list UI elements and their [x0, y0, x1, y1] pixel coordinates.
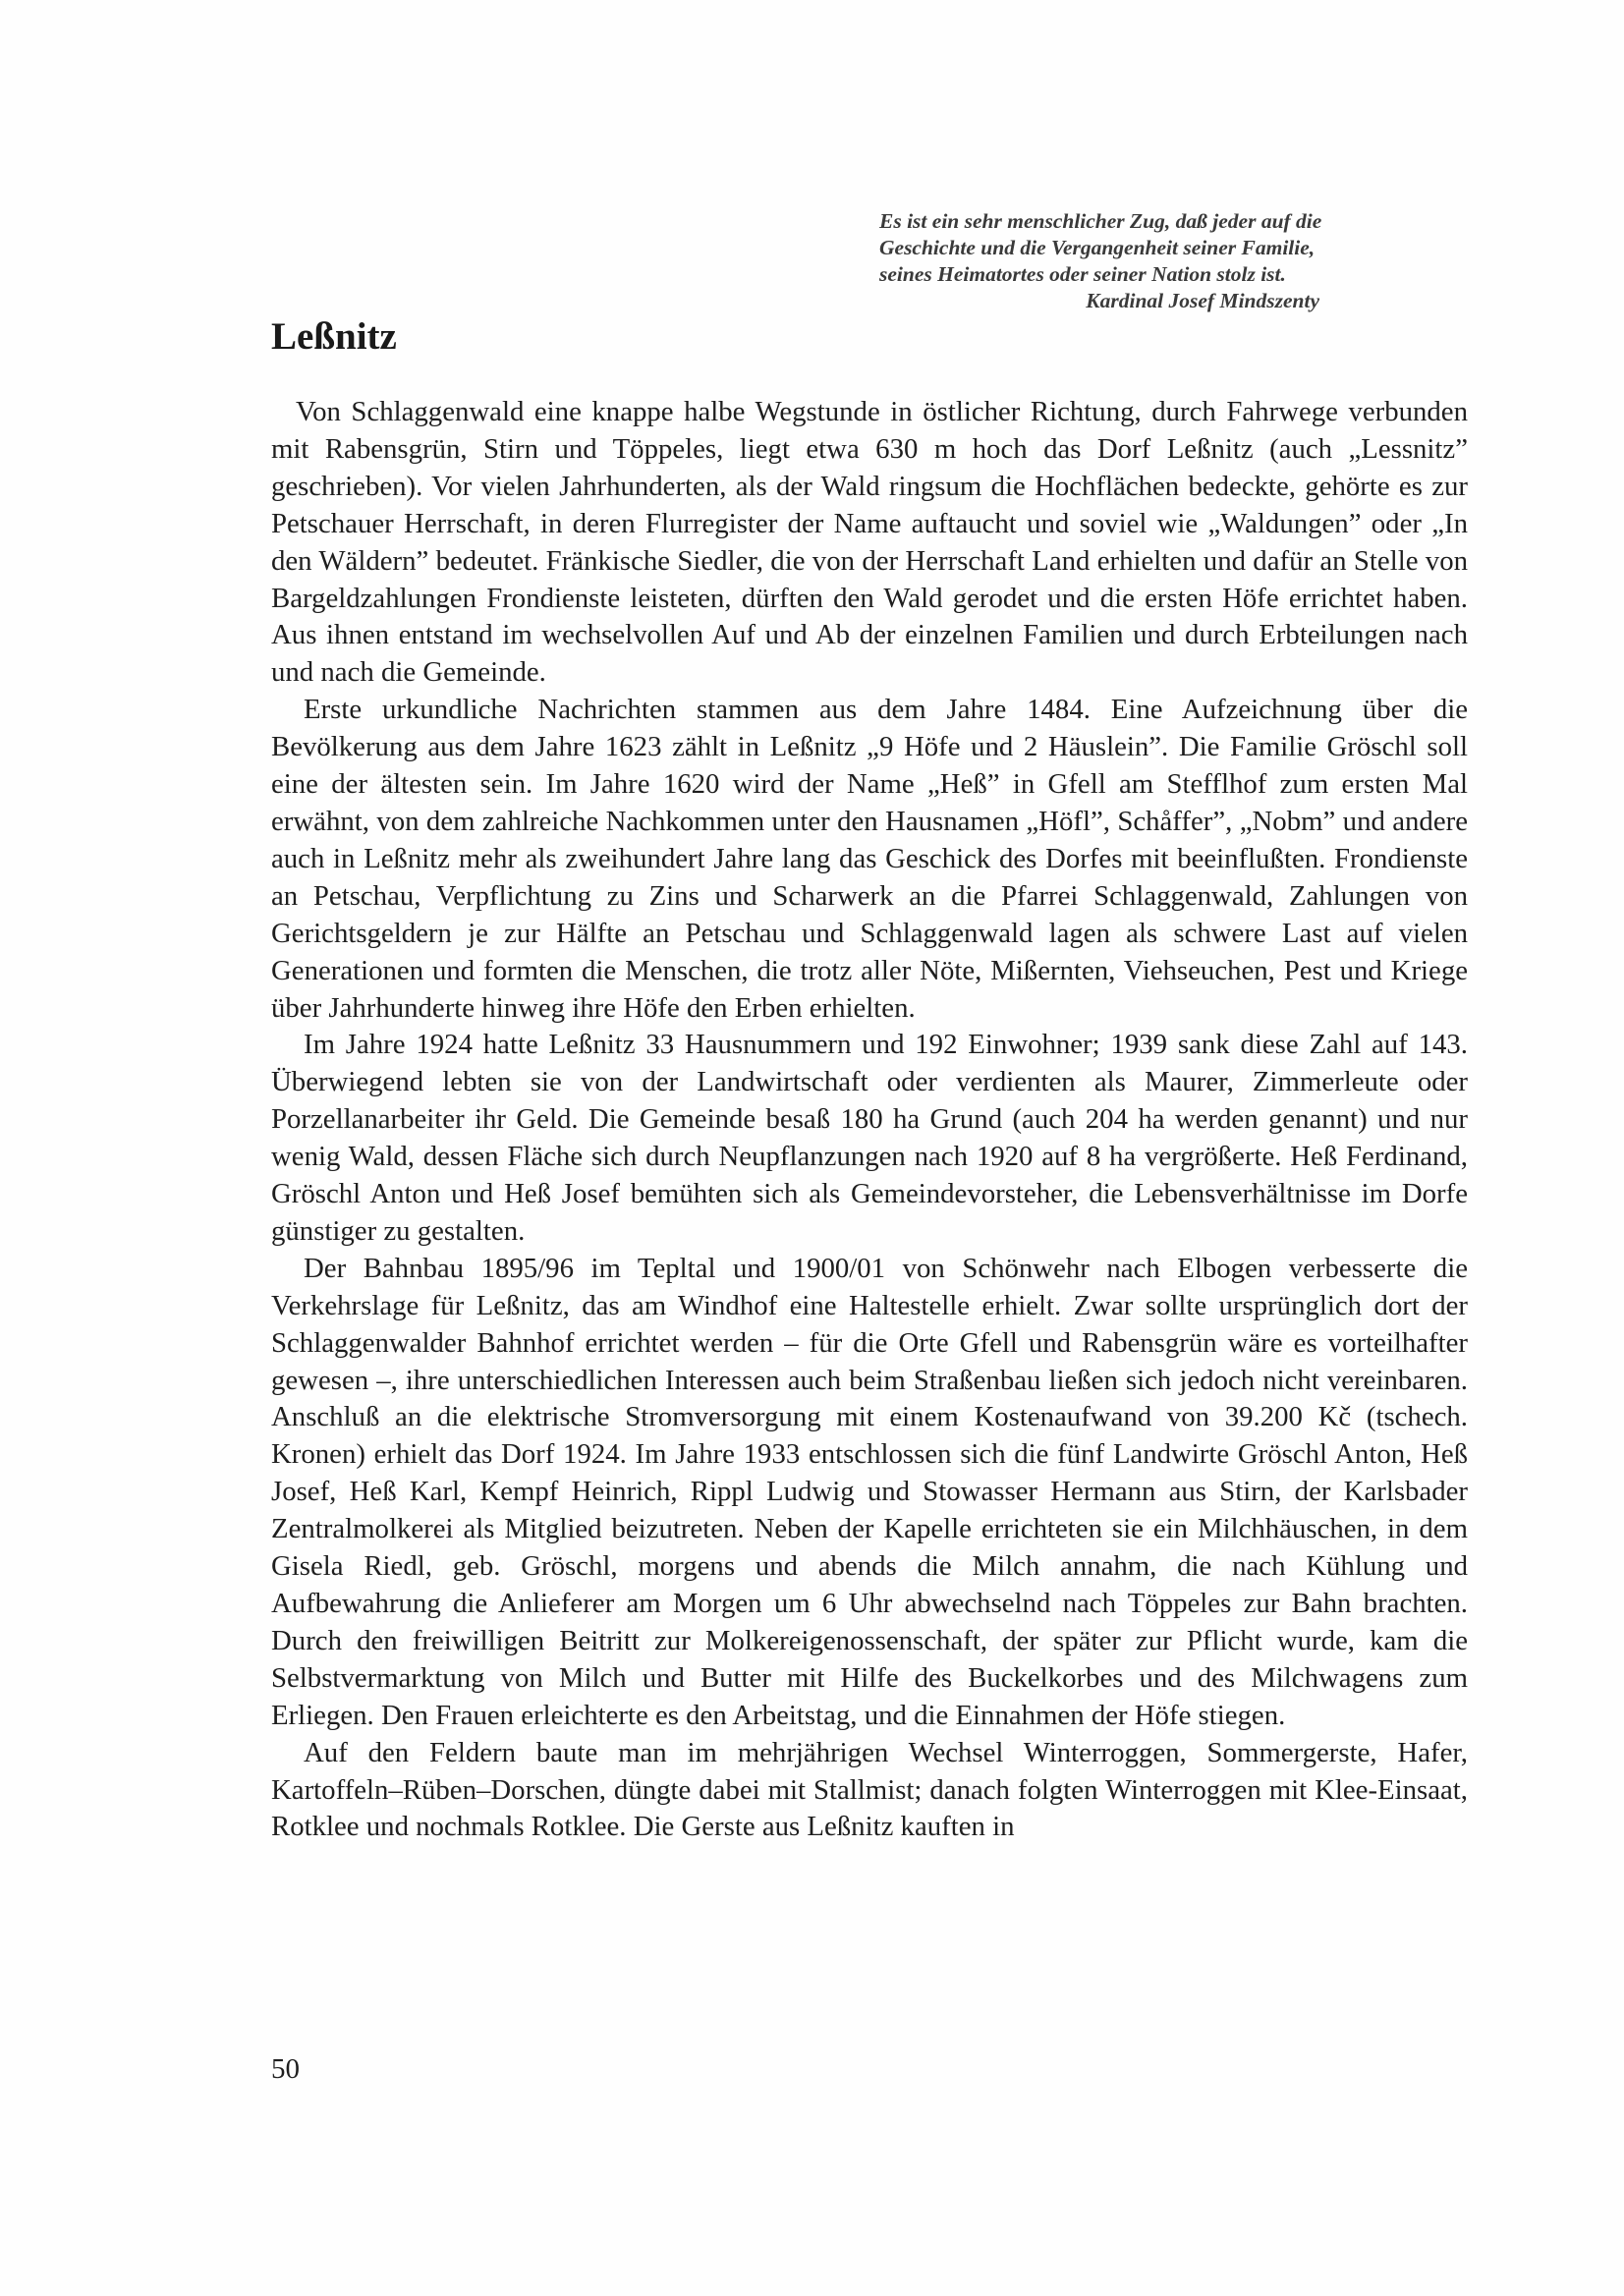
- epigraph: [879, 208, 1429, 314]
- paragraph: Erste urkundliche Nachrichten stammen aus dem Jahre 1484. Eine Aufzeichnung über die Bevölkerung aus dem Jahre 1623 zählt in Leßnitz „9 Höfe und 2 Häuslein”. Die Familie Gröschl soll eine der ältesten sein. Im Jahre 1620 wird der Name „Heß” in Gfell am Stefflhof zum ersten Mal erwähnt, von dem zahlreiche Nachkommen unter den Hausnamen „Höfl”, Schåffer”, „Nobm” und andere auch in Leßnitz mehr als zweihundert Jahre lang das Geschick des Dorfes mit beeinflußten. Frondienste an Petschau, Verpflichtung zu Zins und Scharwerk an die Pfarrei Schlaggenwald, Zahlungen von Gerichtsgeldern je zur Hälfte an Petschau und Schlaggenwald lagen als schwere Last auf vielen Generationen und formten die Menschen, die trotz aller Nöte, Mißernten, Viehseuchen, Pest und Kriege über Jahrhunderte hinweg ihre Höfe den Erben erhielten.: [271, 694, 1468, 1024]
- paragraph: Der Bahnbau 1895/96 im Tepltal und 1900/01 von Schönwehr nach Elbogen verbesserte die Verkehrslage für Leßnitz, das am Windhof eine Haltestelle erhielt. Zwar sollte ursprünglich dort der Schlaggenwalder Bahnhof errichtet werden – für die Orte Gfell und Rabensgrün wäre es vorteilhafter gewesen –, ihre unterschiedlichen Interessen auch beim Straßenbau ließen sich jedoch nicht vereinbaren. Anschluß an die elektrische Stromversorgung mit einem Kostenaufwand von 39.200 Kč (tschech. Kronen) erhielt das Dorf 1924. Im Jahre 1933 entschlossen sich die fünf Landwirte Gröschl Anton, Heß Josef, Heß Karl, Kempf Heinrich, Rippl Ludwig und Stowasser Hermann aus Stirn, der Karlsbader Zentralmolkerei als Mitglied beizutreten. Neben der Kapelle errichteten sie ein Milchhäuschen, in dem Gisela Riedl, geb. Gröschl, morgens und abends die Milch annahm, die nach Kühlung und Aufbewahrung die Anlieferer am Morgen um 6 Uhr abwechselnd nach Töppeles zur Bahn brachten. Durch den freiwilligen Beitritt zur Molkereigenossenschaft, der später zur Pflicht wurde, kam die Selbstvermarktung von Milch und Butter mit Hilfe des Buckelkorbes und des Milchwagens zum Erliegen. Den Frauen erleichterte es den Arbeitstag, und die Einnahmen der Höfe stiegen.: [271, 1252, 1468, 1731]
- body-text: [271, 394, 1468, 1846]
- epigraph-line: Geschichte und die Vergangenheit seiner Familie,: [879, 236, 1316, 259]
- paragraph: Im Jahre 1924 hatte Leßnitz 33 Hausnummern und 192 Einwohner; 1939 sank diese Zahl auf 143. Überwiegend lebten sie von der Landwirtschaft oder verdienten als Maurer, Zimmerleute oder Porzellanarbeiter ihr Geld. Die Gemeinde besaß 180 ha Grund (auch 204 ha werden genannt) und nur wenig Wald, dessen Fläche sich durch Neupflanzungen nach 1920 auf 8 ha vergrößerte. Heß Ferdinand, Gröschl Anton und Heß Josef bemühten sich als Gemeindevorsteher, die Lebensverhältnisse im Dorfe günstiger zu gestalten.: [271, 1029, 1468, 1247]
- epigraph-author: Kardinal Josef Mindszenty: [1086, 289, 1319, 312]
- chapter-title: Leßnitz: [271, 315, 397, 358]
- page-number: 50: [271, 2053, 300, 2085]
- epigraph-line: Es ist ein sehr menschlicher Zug, daß jeder auf die: [879, 209, 1322, 233]
- paragraph: Von Schlaggenwald eine knappe halbe Wegstunde in östlicher Richtung, durch Fahrwege verbunden mit Rabensgrün, Stirn und Töppeles, liegt etwa 630 m hoch das Dorf Leßnitz (auch „Lessnitz” geschrieben). Vor vielen Jahrhunderten, als der Wald ringsum die Hochflächen bedeckte, gehörte es zur Petschauer Herrschaft, in deren Flurregister der Name auftaucht und soviel wie „Waldungen” oder „In den Wäldern” bedeutet. Fränkische Siedler, die von der Herrschaft Land erhielten und dafür an Stelle von Bargeldzahlungen Frondienste leisteten, dürften den Wald gerodet und die ersten Höfe errichtet haben. Aus ihnen entstand im wechselvollen Auf und Ab der einzelnen Familien und durch Erbteilungen nach und nach die Gemeinde.: [271, 396, 1468, 689]
- epigraph-line: seines Heimatortes oder seiner Nation stolz ist.: [879, 262, 1286, 286]
- paragraph: Auf den Feldern baute man im mehrjährigen Wechsel Winterroggen, Sommergerste, Hafer, Kartoffeln–Rüben–Dorschen, düngte dabei mit Stallmist; danach folgten Winterroggen mit Klee-Einsaat, Rotklee und nochmals Rotklee. Die Gerste aus Leßnitz kauften in: [271, 1736, 1468, 1843]
